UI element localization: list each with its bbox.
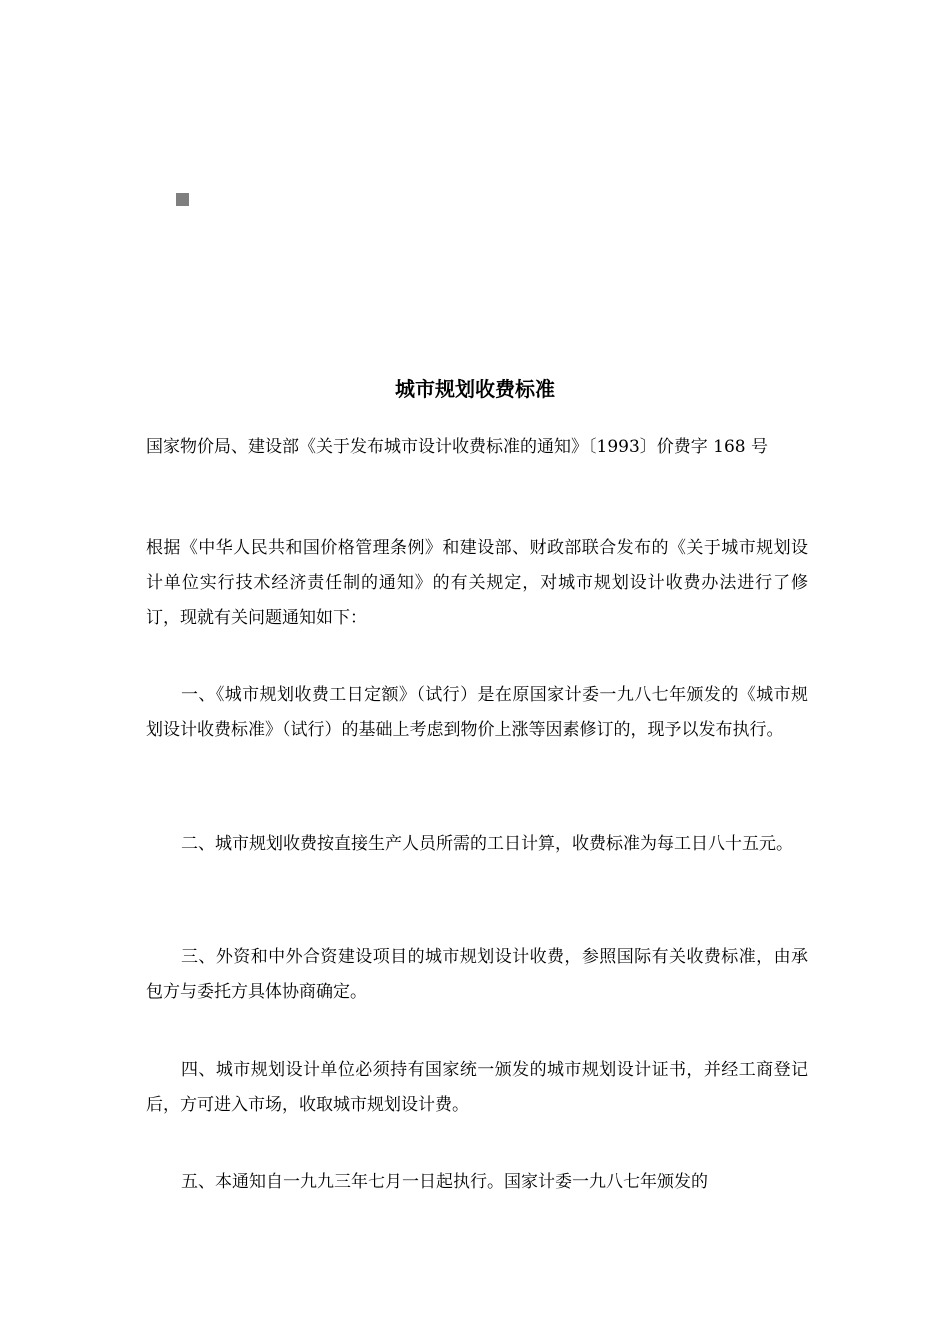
paragraph-5: 五、本通知自一九九三年七月一日起执行。国家计委一九八七年颁发的: [181, 1172, 708, 1192]
paragraph-1: 一、《城市规划收费工日定额》（试行）是在原国家计委一九八七年颁发的《城市规划设计收费标准》（试行）的基础上考虑到物价上涨等因素修订的，现予以发布执行。: [146, 685, 808, 740]
document-title: 城市规划收费标准: [395, 377, 555, 401]
paragraph-3: 三、外资和中外合资建设项目的城市规划设计收费，参照国际有关收费标准，由承包方与委托方具体协商确定。: [146, 947, 808, 1002]
paragraph-4: 四、城市规划设计单位必须持有国家统一颁发的城市规划设计证书，并经工商登记后，方可进入市场，收取城市规划设计费。: [146, 1060, 808, 1115]
intro-paragraph: 根据《中华人民共和国价格管理条例》和建设部、财政部联合发布的《关于城市规划设计单位实行技术经济责任制的通知》的有关规定，对城市规划设计收费办法进行了修订，现就有关问题通知如下：: [146, 538, 808, 628]
paragraph-2: 二、城市规划收费按直接生产人员所需的工日计算，收费标准为每工日八十五元。: [181, 834, 793, 854]
document-subtitle: 国家物价局、建设部《关于发布城市设计收费标准的通知》〔1993〕价费字 168 号: [146, 437, 769, 457]
square-bullet-icon: [176, 193, 189, 206]
